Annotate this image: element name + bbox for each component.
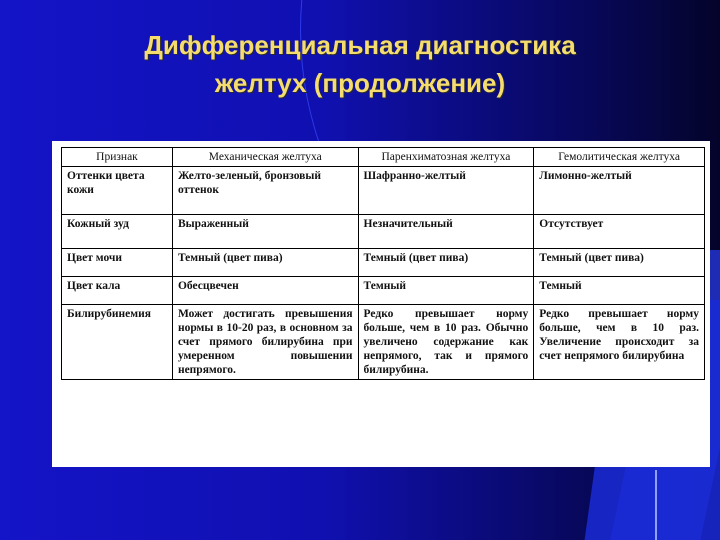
table-header-row: [62, 148, 705, 167]
column-header: Механическая желтуха: [172, 148, 358, 167]
slide-title-line: Дифференциальная диагностика: [144, 30, 576, 60]
table-row: [62, 167, 705, 215]
table-cell: Обесцвечен: [172, 277, 358, 305]
table-cell: Темный: [358, 277, 534, 305]
table-cell: Темный: [534, 277, 705, 305]
diagnosis-table: [61, 147, 705, 380]
table-cell: Цвет кала: [62, 277, 173, 305]
table-cell: Может достигать превышения нормы в 10-20 раз, в основном за счет прямого билирубина при умеренном повышении непрямого.: [172, 305, 358, 380]
table-cell: Выраженный: [172, 215, 358, 249]
table-cell: Незначительный: [358, 215, 534, 249]
table-cell: Кожный зуд: [62, 215, 173, 249]
slide-title: [60, 26, 660, 102]
column-header: Гемолитическая желтуха: [534, 148, 705, 167]
table-cell: Лимонно-желтый: [534, 167, 705, 215]
table-cell: Темный (цвет пива): [358, 249, 534, 277]
table-cell: Шафранно-желтый: [358, 167, 534, 215]
table-cell: Желто-зеленый, бронзовый оттенок: [172, 167, 358, 215]
table-panel: [52, 141, 710, 467]
slide-title-line: желтух (продолжение): [214, 68, 506, 98]
decorative-line: [655, 470, 657, 540]
table-cell: Редко превышает норму больше, чем в 10 раз. Обычно увеличено содержание как непрямого, так и прямого билирубина.: [358, 305, 534, 380]
table-cell: Билирубинемия: [62, 305, 173, 380]
column-header: Признак: [62, 148, 173, 167]
table-cell: Оттенки цвета кожи: [62, 167, 173, 215]
column-header: Паренхиматозная желтуха: [358, 148, 534, 167]
table-row: [62, 277, 705, 305]
table-cell: Редко превышает норму больше, чем в 10 раз. Увеличение происходит за счет непрямого билирубина: [534, 305, 705, 380]
table-row: [62, 305, 705, 380]
table-cell: Темный (цвет пива): [172, 249, 358, 277]
table-row: [62, 215, 705, 249]
table-cell: Отсутствует: [534, 215, 705, 249]
table-cell: Темный (цвет пива): [534, 249, 705, 277]
table-row: [62, 249, 705, 277]
table-cell: Цвет мочи: [62, 249, 173, 277]
